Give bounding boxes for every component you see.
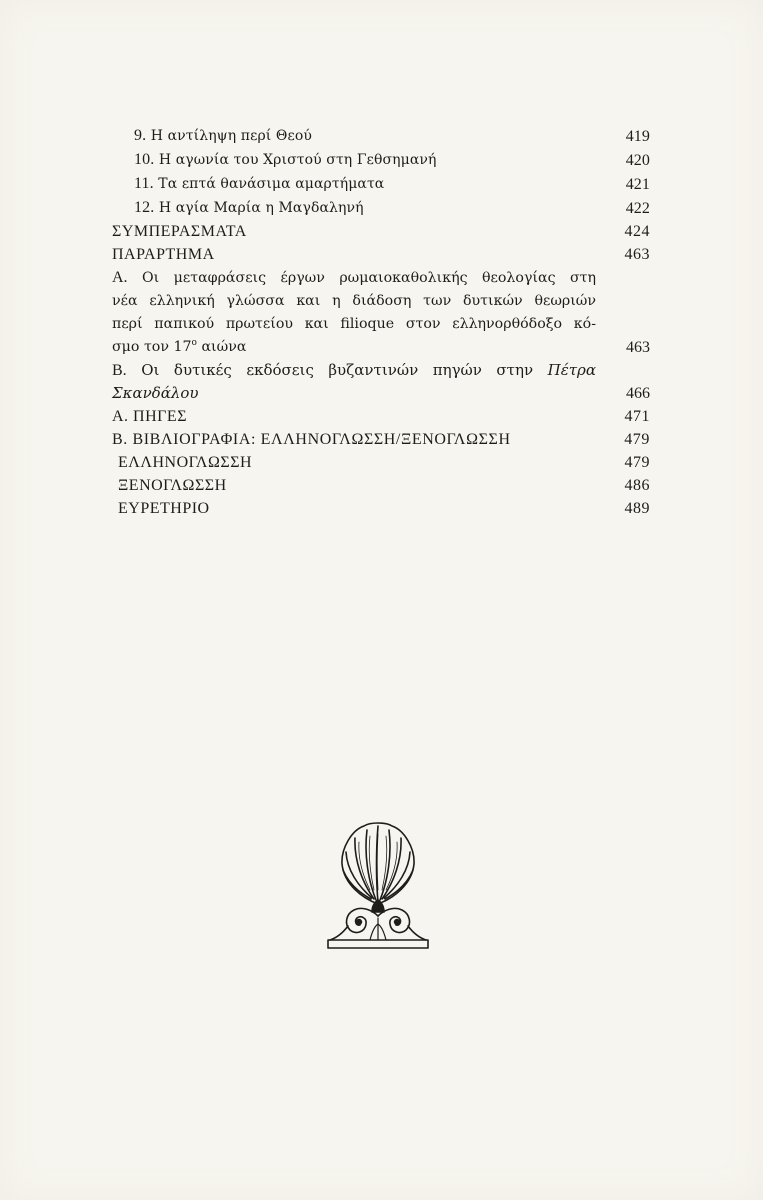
toc-entry-sources: [112, 405, 650, 428]
page-number: 424: [624, 223, 650, 240]
entry-title: Α. ΠΗΓΕΣ: [112, 408, 187, 425]
page-number: 420: [625, 152, 650, 169]
entry-title: Η αντίληψη περί Θεού: [150, 128, 312, 144]
toc-entry-appendix-a: [112, 266, 650, 359]
page-number: 419: [625, 128, 650, 145]
toc-entry-11: [112, 172, 650, 196]
entry-number: 11.: [134, 175, 154, 192]
entry-text-line: περί παπικού πρωτείου και filioque στον ελληνορθόδοξο κό-: [112, 316, 596, 332]
entry-text-line: Β. Οι δυτικές εκδόσεις βυζαντινών πηγών στην Πέτρα: [112, 361, 596, 379]
page-number: 471: [624, 408, 650, 425]
entry-title: Β. ΒΙΒΛΙΟΓΡΑΦΙΑ: ΕΛΛΗΝΟΓΛΩΣΣΗ/ΞΕΝΟΓΛΩΣΣΗ: [112, 431, 511, 448]
page-number: 489: [624, 500, 650, 517]
toc-entry-bibliography: [112, 428, 650, 451]
page-number: 421: [625, 176, 650, 193]
page-number: 422: [625, 200, 650, 217]
entry-title: ΣΥΜΠΕΡΑΣΜΑΤΑ: [112, 223, 247, 240]
page-number: 479: [624, 431, 650, 448]
entry-text-line: Σκανδάλου: [112, 384, 199, 402]
toc-entry-conclusions: [112, 220, 650, 243]
table-of-contents: [112, 124, 650, 520]
page-number: 463: [626, 339, 650, 356]
entry-number: 9.: [134, 127, 147, 144]
toc-entry-index: [112, 497, 650, 520]
page-number: 463: [624, 246, 650, 263]
toc-entry-appendix-b: [112, 359, 650, 405]
entry-title: ΞΕΝΟΓΛΩΣΣΗ: [118, 477, 227, 494]
toc-entry-10: [112, 148, 650, 172]
toc-entry-appendix: [112, 243, 650, 266]
entry-text-line: νέα ελληνική γλώσσα και η διάδοση των δυτικών θεωριών: [112, 293, 596, 309]
anthemion-icon: [322, 820, 434, 952]
entry-title: Η αγία Μαρία η Μαγδαληνή: [158, 200, 364, 216]
toc-entry-9: [112, 124, 650, 148]
page-number: 486: [624, 477, 650, 494]
entry-number: 12.: [134, 199, 155, 216]
toc-entry-foreign: [112, 474, 650, 497]
page-number: 466: [626, 385, 650, 402]
toc-entry-greek: [112, 451, 650, 474]
entry-number: 10.: [134, 151, 155, 168]
entry-title: ΕΛΛΗΝΟΓΛΩΣΣΗ: [118, 454, 253, 471]
entry-title: Η αγωνία του Χριστού στη Γεθσημανή: [158, 152, 437, 168]
entry-title: Τα επτά θανάσιμα αμαρτήματα: [158, 176, 385, 192]
entry-title: ΕΥΡΕΤΗΡΙΟ: [118, 500, 210, 517]
entry-text-line: Α. Οι μεταφράσεις έργων ρωμαιοκαθολικής θεολογίας στη: [112, 269, 596, 286]
entry-title: ΠΑΡΑΡΤΗΜΑ: [112, 246, 215, 263]
page-number: 479: [624, 454, 650, 471]
entry-text-line: σμο τον $17^o$ αιώνα: [112, 338, 247, 355]
toc-entry-12: [112, 196, 650, 220]
